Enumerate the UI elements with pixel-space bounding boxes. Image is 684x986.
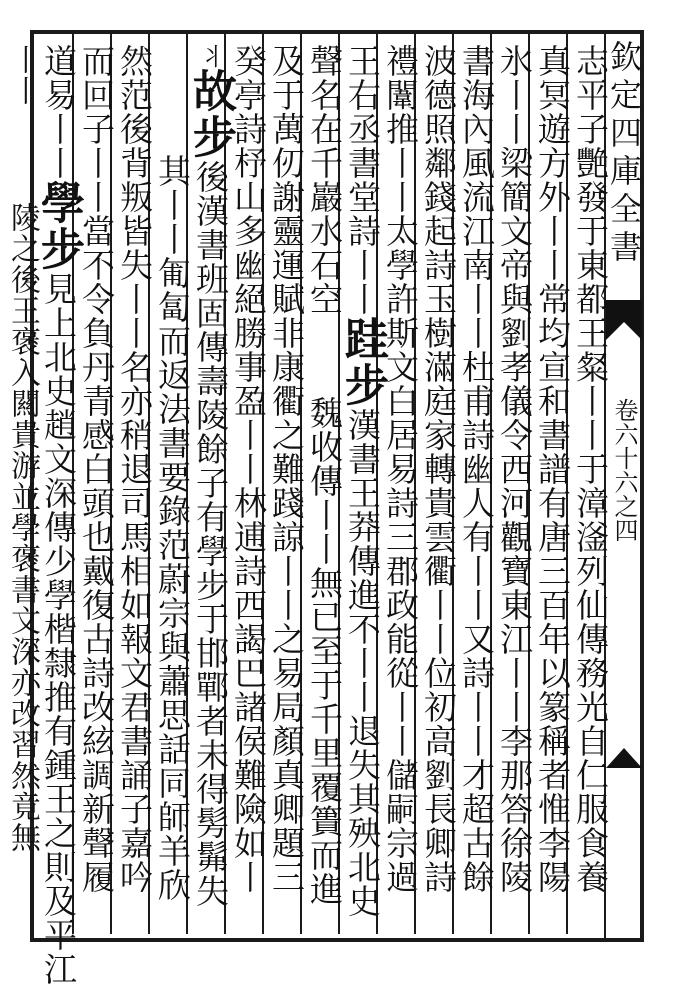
text-column-8	[304, 44, 344, 924]
fish-tail-bottom-mark	[606, 738, 642, 768]
text-column-11	[185, 44, 236, 924]
text-column-10: 癸亭詩杼山多幽絕勝事盈丨丨林逋詩西謁巴諸侯難險如丨	[229, 44, 268, 894]
text-column-2: 真冥遊方外丨丨常均宣和書譜有唐三百年以篆稱者惟李陽	[533, 44, 572, 894]
entry-head-kuibu: 跬步	[337, 316, 388, 408]
text-column-14: 而回子丨丨當不令負丹青感白頭也戴復古詩改絃調新聲履	[77, 44, 116, 894]
text-column-1: 志平子艷發于東都王粲丨丨于漳滏列仙傳務光自仁服食養	[571, 44, 610, 894]
text-column-13: 然范後背叛皆失丨丨名亦稍退司馬相如報文君書誦子嘉吟	[115, 44, 154, 894]
text-segment: 王右丞書堂詩丨丨	[343, 44, 382, 316]
text-segment: 道易丨丨	[39, 44, 78, 180]
text-column-16	[2, 44, 42, 924]
text-column-12	[152, 44, 192, 924]
text-column-15	[33, 44, 84, 986]
volume-label: 卷六十六之四	[610, 398, 638, 542]
text-segment: 聲名在千巖水石空	[305, 44, 344, 316]
text-segment: 魏收傳丨丨無已至于千里覆簣而進	[305, 396, 344, 906]
text-column-4: 書海內風流江南丨丨杜甫詩幽人有丨丨又詩丨丨才超古餘	[457, 44, 496, 894]
book-title: 欽定四庫全書	[605, 40, 643, 268]
fish-tail-mark	[606, 300, 642, 340]
text-segment: 其丨丨匍匐而返法書要錄范蔚宗與蕭思話同師羊欣	[153, 154, 192, 902]
entry-head-gubu: 故步	[185, 68, 236, 160]
text-column-3: 氷丨丨梁簡文帝與劉孝儀令西河觀寶東江丨丨李那答徐陵	[495, 44, 534, 894]
text-column-5: 波德照鄰錢起詩玉樹滿庭家轉貴雲衢丨丨位初高劉長卿詩	[419, 44, 458, 894]
entry-head-xuebu: 學步	[33, 180, 84, 272]
text-segment: 見上北史趙文深傳少學楷隸推有鍾王之則及平江	[39, 272, 78, 986]
text-segment: 陵之後王褒入闗貴游並學褒書文深亦改習然竟無	[5, 202, 40, 853]
text-segment: 漢書王莽傳進不丨丨退失其殃北史	[343, 408, 382, 918]
text-column-6: 禮闈推丨丨太學許斯文白居易詩三郡政能從丨丨儲嗣宗過	[381, 44, 420, 894]
text-segment: 丨丨	[5, 44, 40, 106]
text-column-7	[337, 44, 388, 924]
text-column-9: 及于萬仞謝靈運賦非康衢之難踐諒丨丨之易局顏真卿題三	[267, 44, 306, 894]
text-segment: 丬	[196, 44, 224, 68]
text-segment: 後漢書班固傳壽陵餘子有學步于邯鄲者未得髣髴失	[191, 160, 230, 908]
